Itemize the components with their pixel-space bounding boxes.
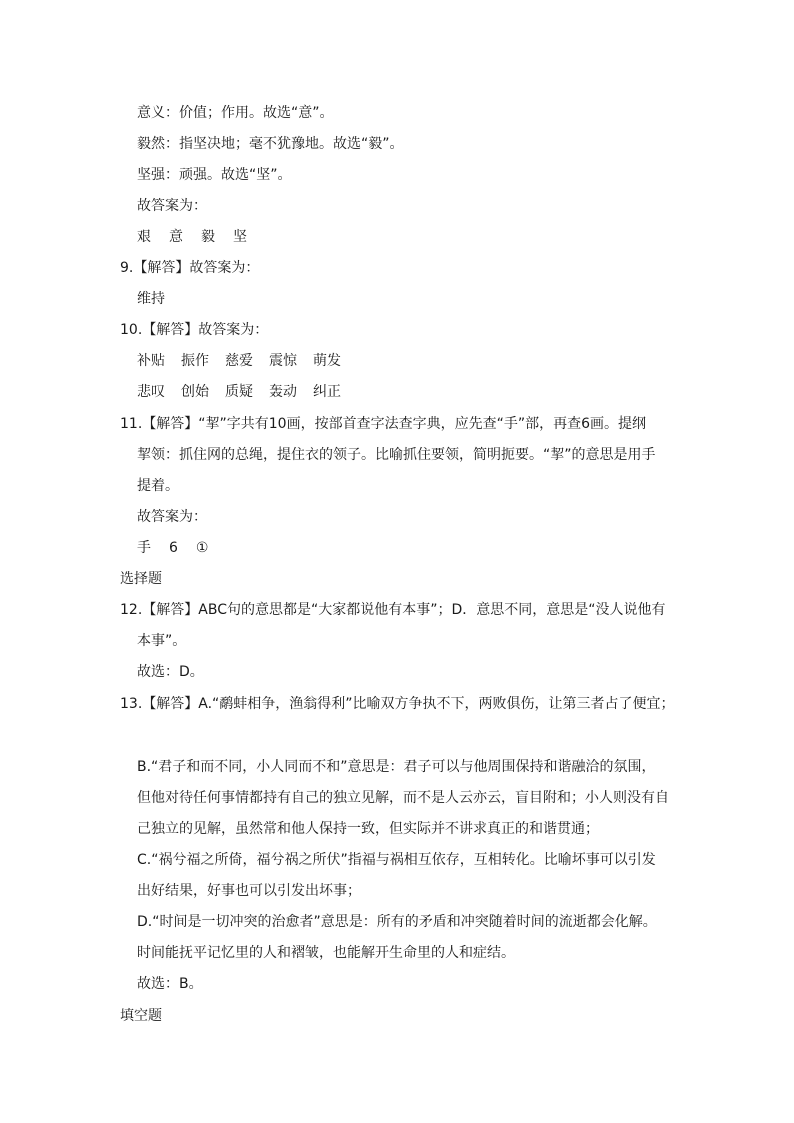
text-line: 意义：价值；作用。故选“意”。	[137, 105, 334, 121]
answer-word: 轰动	[269, 384, 297, 400]
text-line: C.“祸兮福之所倚，福兮祸之所伏”指福与祸相互依存，互相转化。比喻坏事可以引发	[137, 852, 656, 868]
text-line: B.“君子和而不同，小人同而不和”意思是：君子可以与他周围保持和谐融洽的氛围，	[137, 759, 656, 775]
text-line: D.“时间是一切冲突的治愈者”意思是：所有的矛盾和冲突随着时间的流逝都会化解。	[137, 914, 657, 930]
section-title: 填空题	[120, 1008, 162, 1024]
answer-word: 萌发	[313, 353, 341, 369]
question-header: 12.【解答】ABC句的意思都是“大家都说他有本事”；D．意思不同，意思是“没人说他有	[120, 602, 666, 618]
text-line: 时间能抚平记忆里的人和褶皱，也能解开生命里的人和症结。	[137, 945, 515, 961]
answer-row	[137, 382, 357, 402]
text-line: 故答案为：	[137, 509, 207, 525]
answer-word: 质疑	[225, 384, 253, 400]
answer-row	[137, 538, 226, 558]
answer-char: 6	[169, 540, 178, 556]
text-line: 挈领：抓住网的总绳，提住衣的领子。比喻抓住要领，简明扼要。“挈”的意思是用手	[137, 447, 656, 463]
answer-row	[137, 227, 265, 247]
question-header: 11.【解答】“挈”字共有10画，按部首查字法查字典，应先查“手”部，再查6画。提纲	[120, 416, 646, 432]
text-line: 提着。	[137, 478, 179, 494]
answer-word: 补贴	[137, 353, 165, 369]
answer-char: ①	[195, 540, 209, 556]
text-line: 毅然：指坚决地；毫不犹豫地。故选“毅”。	[137, 136, 404, 152]
text-line: 己独立的见解，虽然常和他人保持一致，但实际并不讲求真正的和谐贯通；	[137, 821, 599, 837]
question-header: 9.【解答】故答案为：	[120, 260, 260, 276]
answer-text: 维持	[137, 291, 165, 307]
text-line: 坚强：顽强。故选“坚”。	[137, 167, 292, 183]
answer-row	[137, 351, 357, 371]
question-header: 13.【解答】A.“鹬蚌相争，渔翁得利”比喻双方争执不下，两败俱伤，让第三者占了便宜；	[120, 696, 675, 712]
text-line: 出好结果，好事也可以引发出坏事；	[137, 883, 361, 899]
section-title: 选择题	[120, 571, 162, 587]
answer-word: 悲叹	[137, 384, 165, 400]
answer-char: 手	[137, 540, 151, 556]
answer-char: 坚	[233, 229, 247, 245]
text-line: 故答案为：	[137, 198, 207, 214]
text-line: 但他对待任何事情都持有自己的独立见解，而不是人云亦云，盲目附和；小人则没有自	[137, 790, 669, 806]
answer-char: 毅	[201, 229, 215, 245]
answer-word: 纠正	[313, 384, 341, 400]
text-line: 故选：D。	[137, 664, 204, 680]
answer-word: 震惊	[269, 353, 297, 369]
answer-word: 创始	[181, 384, 209, 400]
question-header: 10.【解答】故答案为：	[120, 322, 269, 338]
answer-char: 意	[169, 229, 183, 245]
answer-word: 慈爱	[225, 353, 253, 369]
text-line: 故选：B。	[137, 976, 203, 992]
text-line: 本事”。	[137, 633, 187, 649]
answer-char: 艰	[137, 229, 151, 245]
answer-word: 振作	[181, 353, 209, 369]
